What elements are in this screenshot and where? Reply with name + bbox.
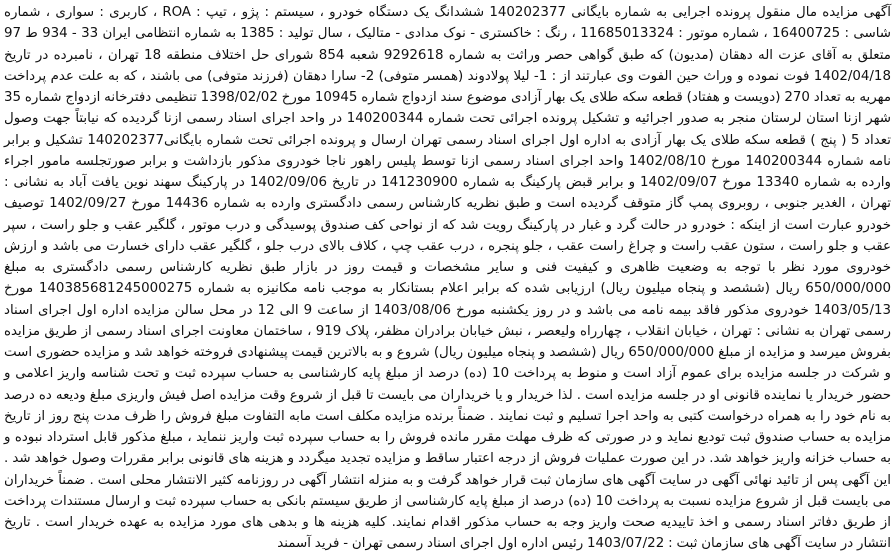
auction-notice-text: آگهی مزایده مال منقول پرونده اجرایی به شماره بایگانی 140202377 ششدانگ یک دستگاه خودرو ، سیستم : پژو ، تیپ : ROA ، کاربری : سواری ، شماره شاسی : 16400725 ، شماره موتور : 11685013324 ، رنگ : خاکستری - نوک مدادی - متالیک ، سال تولید : 1385 به شماره انتظامی ایران 33 - 934 ط 97 متعلق به آقای عزت اله دهقان (مدیون) که طبق گواهی حصر وراثت به شماره 9292618 شعبه 854 شورای حل اختلاف منطقه 18 تهران ، نامبرده در تاریخ 1402/04/18 فوت نموده و وراث حین الفوت وی عبارتند از : 1- لیلا پولادوند (همسر متوفی) 2- سارا دهقان (فرزند متوفی) می باشند ، که به علت عدم پرداخت مهریه به تعداد 270 (دویست و هفتاد) قطعه سکه طلای یک بهار آزادی موضوع سند ازدواج شماره 10945 مورخ 1398/02/02 تنظیمی دفترخانه ازدواج شماره 35 شهر ازنا استان لرستان منجر به صدور اجرائیه و تشکیل پرونده اجرائی تحت شماره 140200344 در واحد اجرای اسناد رسمی ازنا گردیده که نیابتاً جهت وصول تعداد 5 ( پنج ) قطعه سکه طلای یک بهار آزادی به اداره اول اجرای اسناد رسمی تهران ارسال و پرونده اجرائی تحت شماره بایگانی140202377 تشکیل و برابر نامه شماره 140200344 مورخ 1402/08/10 واحد اجرای اسناد رسمی ازنا توسط پلیس راهور ناجا خودروی مذکور بازداشت و برابر صورتجلسه مامور اجراء وارده به شماره 13340 مورخ 1402/09/07 و برابر قبض پارکینگ به شماره 141230900 در تاریخ 1402/09/06 در پارکینگ سهند نوین یافت آباد به نشانی : تهران ، الغدیر جنوبی ، روبروی پمپ گاز متوقف گردیده است و طبق نظریه کارشناس رسمی دادگستری وارده به شماره 14436 مورخ 1402/09/27 توصیف خودرو عبارت است از اینکه : خودرو در حالت گرد و غبار در پارکینگ رویت شد که از نواحی کف صندوق پوسیدگی و درب موتور ، گلگیر عقب و جلو راست ، سپر عقب و جلو راست ، ستون عقب راست و چراغ راست عقب ، جلو پنجره ، درب عقب چپ ، کلاف بالای درب جلو ، گلگیر عقب دارای خسارت می باشد و ارزش خودروی مورد نظر با توجه به وضعیت ظاهری و کیفیت فنی و سایر مشخصات و قیمت روز در بازار طبق نظریه کارشناس رسمی دادگستری به مبلغ 650/000/000 ریال (ششصد و پنجاه میلیون ریال) ارزیابی شده که برابر اعلام بستانکار به موجب نامه مکانیزه به شماره 140385681245000275 مورخ 1403/05/13 خودروی مذکور فاقد بیمه نامه می باشد و در روز یکشنبه مورخ 1403/08/06 از ساعت 9 الی 12 در محل سالن مزایده اداره اول اجرای اسناد رسمی تهران به نشانی : تهران ، خیابان انقلاب ، چهارراه ولیعصر ، نبش خیابان برادران مظفر، پلاک 919 ، ساختمان معاونت اجرای اسناد رسمی از طریق مزایده بفروش میرسد و مزایده از مبلغ 650/000/000 ریال (ششصد و پنجاه میلیون ریال) شروع و به بالاترین قیمت پیشنهادی فروخته خواهد شد و مزایده حضوری است و شرکت در جلسه مزایده برای عموم آزاد است و منوط به پرداخت 10 (ده) درصد از مبلغ پایه کارشناسی به حساب سپرده ثبت و تحت شناسه واریز اعلامی و حضور خریدار یا نماینده قانونی او در جلسه مزایده است . لذا خریدار و یا خریداران می بایست تا قبل از شروع وقت مزایده اصل فیش واریزی مبلغ ودیعه ده درصد به نام خود را به همراه درخواست کتبی به واحد اجرا تسلیم و ثبت نمایند . ضمناً برنده مزایده مکلف است مابه التفاوت مبلغ فروش را ظرف مدت پنج روز از تاریخ مزایده به حساب صندوق ثبت تودیع نماید و در صورتی که ظرف مهلت مقرر مانده فروش را به حساب سپرده ثبت واریز ننماید ، مبلغ مذکور قابل استرداد نبوده و به حساب خزانه واریز خواهد شد. در این صورت عملیات فروش از درجه اعتبار ساقط و مزایده تجدید میگردد و هزینه های قانونی برابر مقررات وصول خواهد شد . این آگهی پس از تائید نهائی آگهی در سایت آگهی های سازمان ثبت قرار خواهد گرفت و به منزله انتشار آگهی در روزنامه کثیر الانتشار محلی است . ضمناً خریداران می بایست قبل از شروع مزایده نسبت به پرداخت 10 (ده) درصد از مبلغ پایه کارشناسی از طریق سیستم بانکی به حساب سپرده ثبت و ارسال مستندات پرداخت از طریق دفاتر اسناد رسمی و اخذ تاییدیه صحت واریز وجه به حساب مذکور اقدام نمایند. کلیه هزینه ها و بدهی های مورد مزایده به عهده خریدار است . تاریخ انتشار در سایت آگهی های سازمان ثبت : 1403/07/22 رئیس اداره اول اجرای اسناد رسمی تهران - فرید آسمند [4,5,892,552]
